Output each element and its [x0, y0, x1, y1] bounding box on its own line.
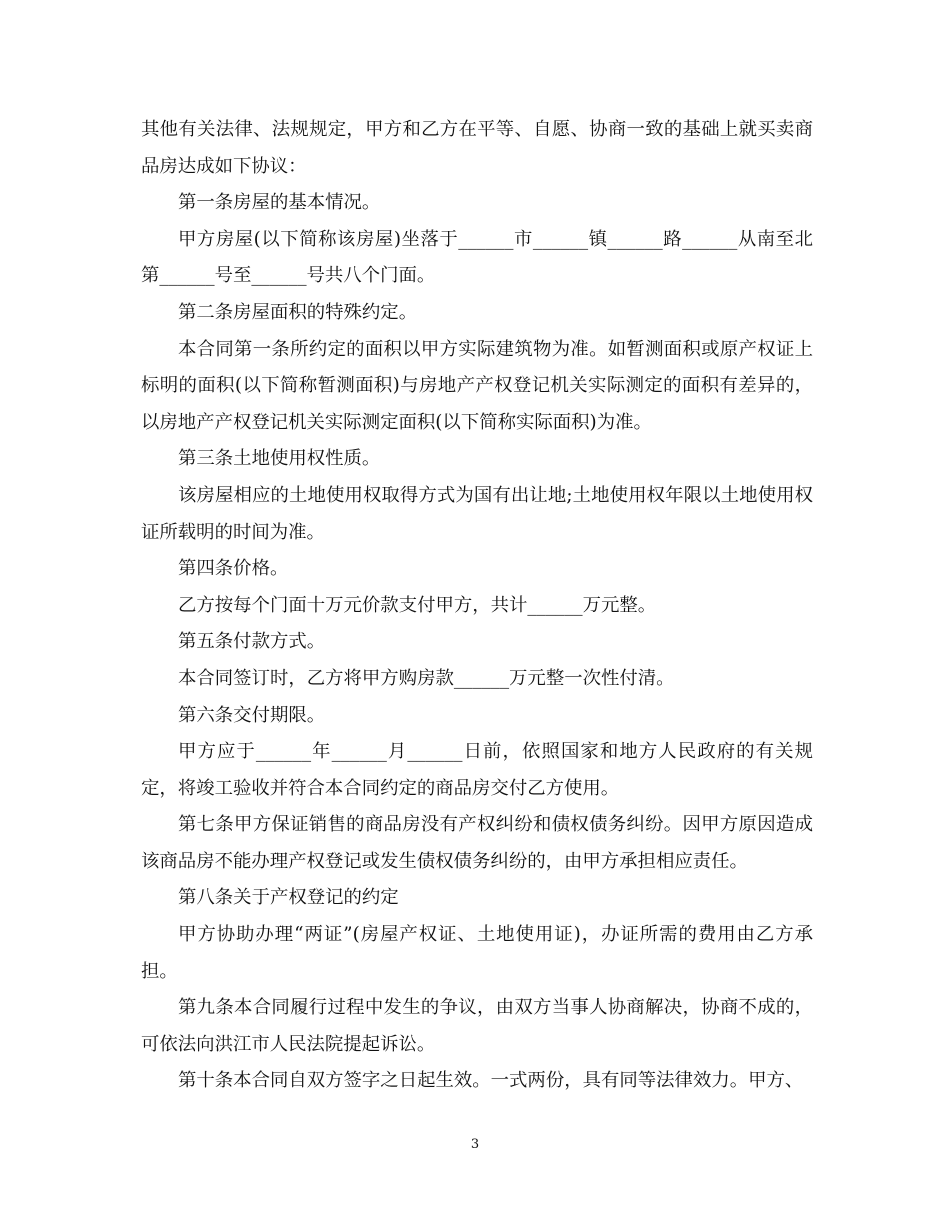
article-5-heading: 第五条付款方式。: [178, 631, 326, 653]
article-7: 第七条甲方保证销售的商品房没有产权纠纷和债权债务纠纷。因甲方原因造成该商品房不能办理产权登记或发生债权债务纠纷的，由甲方承担相应责任。: [141, 814, 813, 872]
article-4-body: 乙方按每个门面十万元价款支付甲方，共计______万元整。: [178, 594, 657, 616]
article-2-heading: 第二条房屋面积的特殊约定。: [178, 301, 418, 323]
article-3-heading: 第三条土地使用权性质。: [178, 448, 381, 470]
page-number: 3: [470, 1137, 480, 1152]
article-6-body: 甲方应于______年______月______日前，依照国家和地方人民政府的有关规定，将竣工验收并符合本合同约定的商品房交付乙方使用。: [141, 741, 813, 799]
article-6-heading: 第六条交付期限。: [178, 704, 326, 726]
paragraph-intro: 其他有关法律、法规规定，甲方和乙方在平等、自愿、协商一致的基础上就买卖商品房达成如下协议：: [141, 119, 813, 177]
article-2-body: 本合同第一条所约定的面积以甲方实际建筑物为准。如暂测面积或原产权证上标明的面积(以下简称暂测面积)与房地产产权登记机关实际测定的面积有差异的，以房地产产权登记机关实际测定面积(以下简称实际面积)为准。: [141, 338, 813, 433]
article-1-location: 甲方房屋(以下简称该房屋)坐落于______市______镇______路______从南至北第______号至______号共八个门面。: [141, 228, 813, 287]
article-8-heading: 第八条关于产权登记的约定: [178, 887, 399, 909]
article-3-body: 该房屋相应的土地使用权取得方式为国有出让地;土地使用权年限以土地使用权证所载明的时间为准。: [141, 484, 813, 543]
article-4-heading: 第四条价格。: [178, 558, 289, 580]
article-10: 第十条本合同自双方签字之日起生效。一式两份，具有同等法律效力。甲方、: [178, 1070, 804, 1092]
article-9: 第九条本合同履行过程中发生的争议，由双方当事人协商解决，协商不成的，可依法向洪江市人民法院提起诉讼。: [141, 997, 813, 1055]
article-1-heading: 第一条房屋的基本情况。: [178, 192, 381, 214]
article-5-body: 本合同签订时，乙方将甲方购房款______万元整一次性付清。: [178, 667, 675, 689]
contract-body: [141, 112, 813, 1100]
article-8-body: 甲方协助办理“两证”(房屋产权证、土地使用证)，办证所需的费用由乙方承担。: [141, 924, 813, 982]
